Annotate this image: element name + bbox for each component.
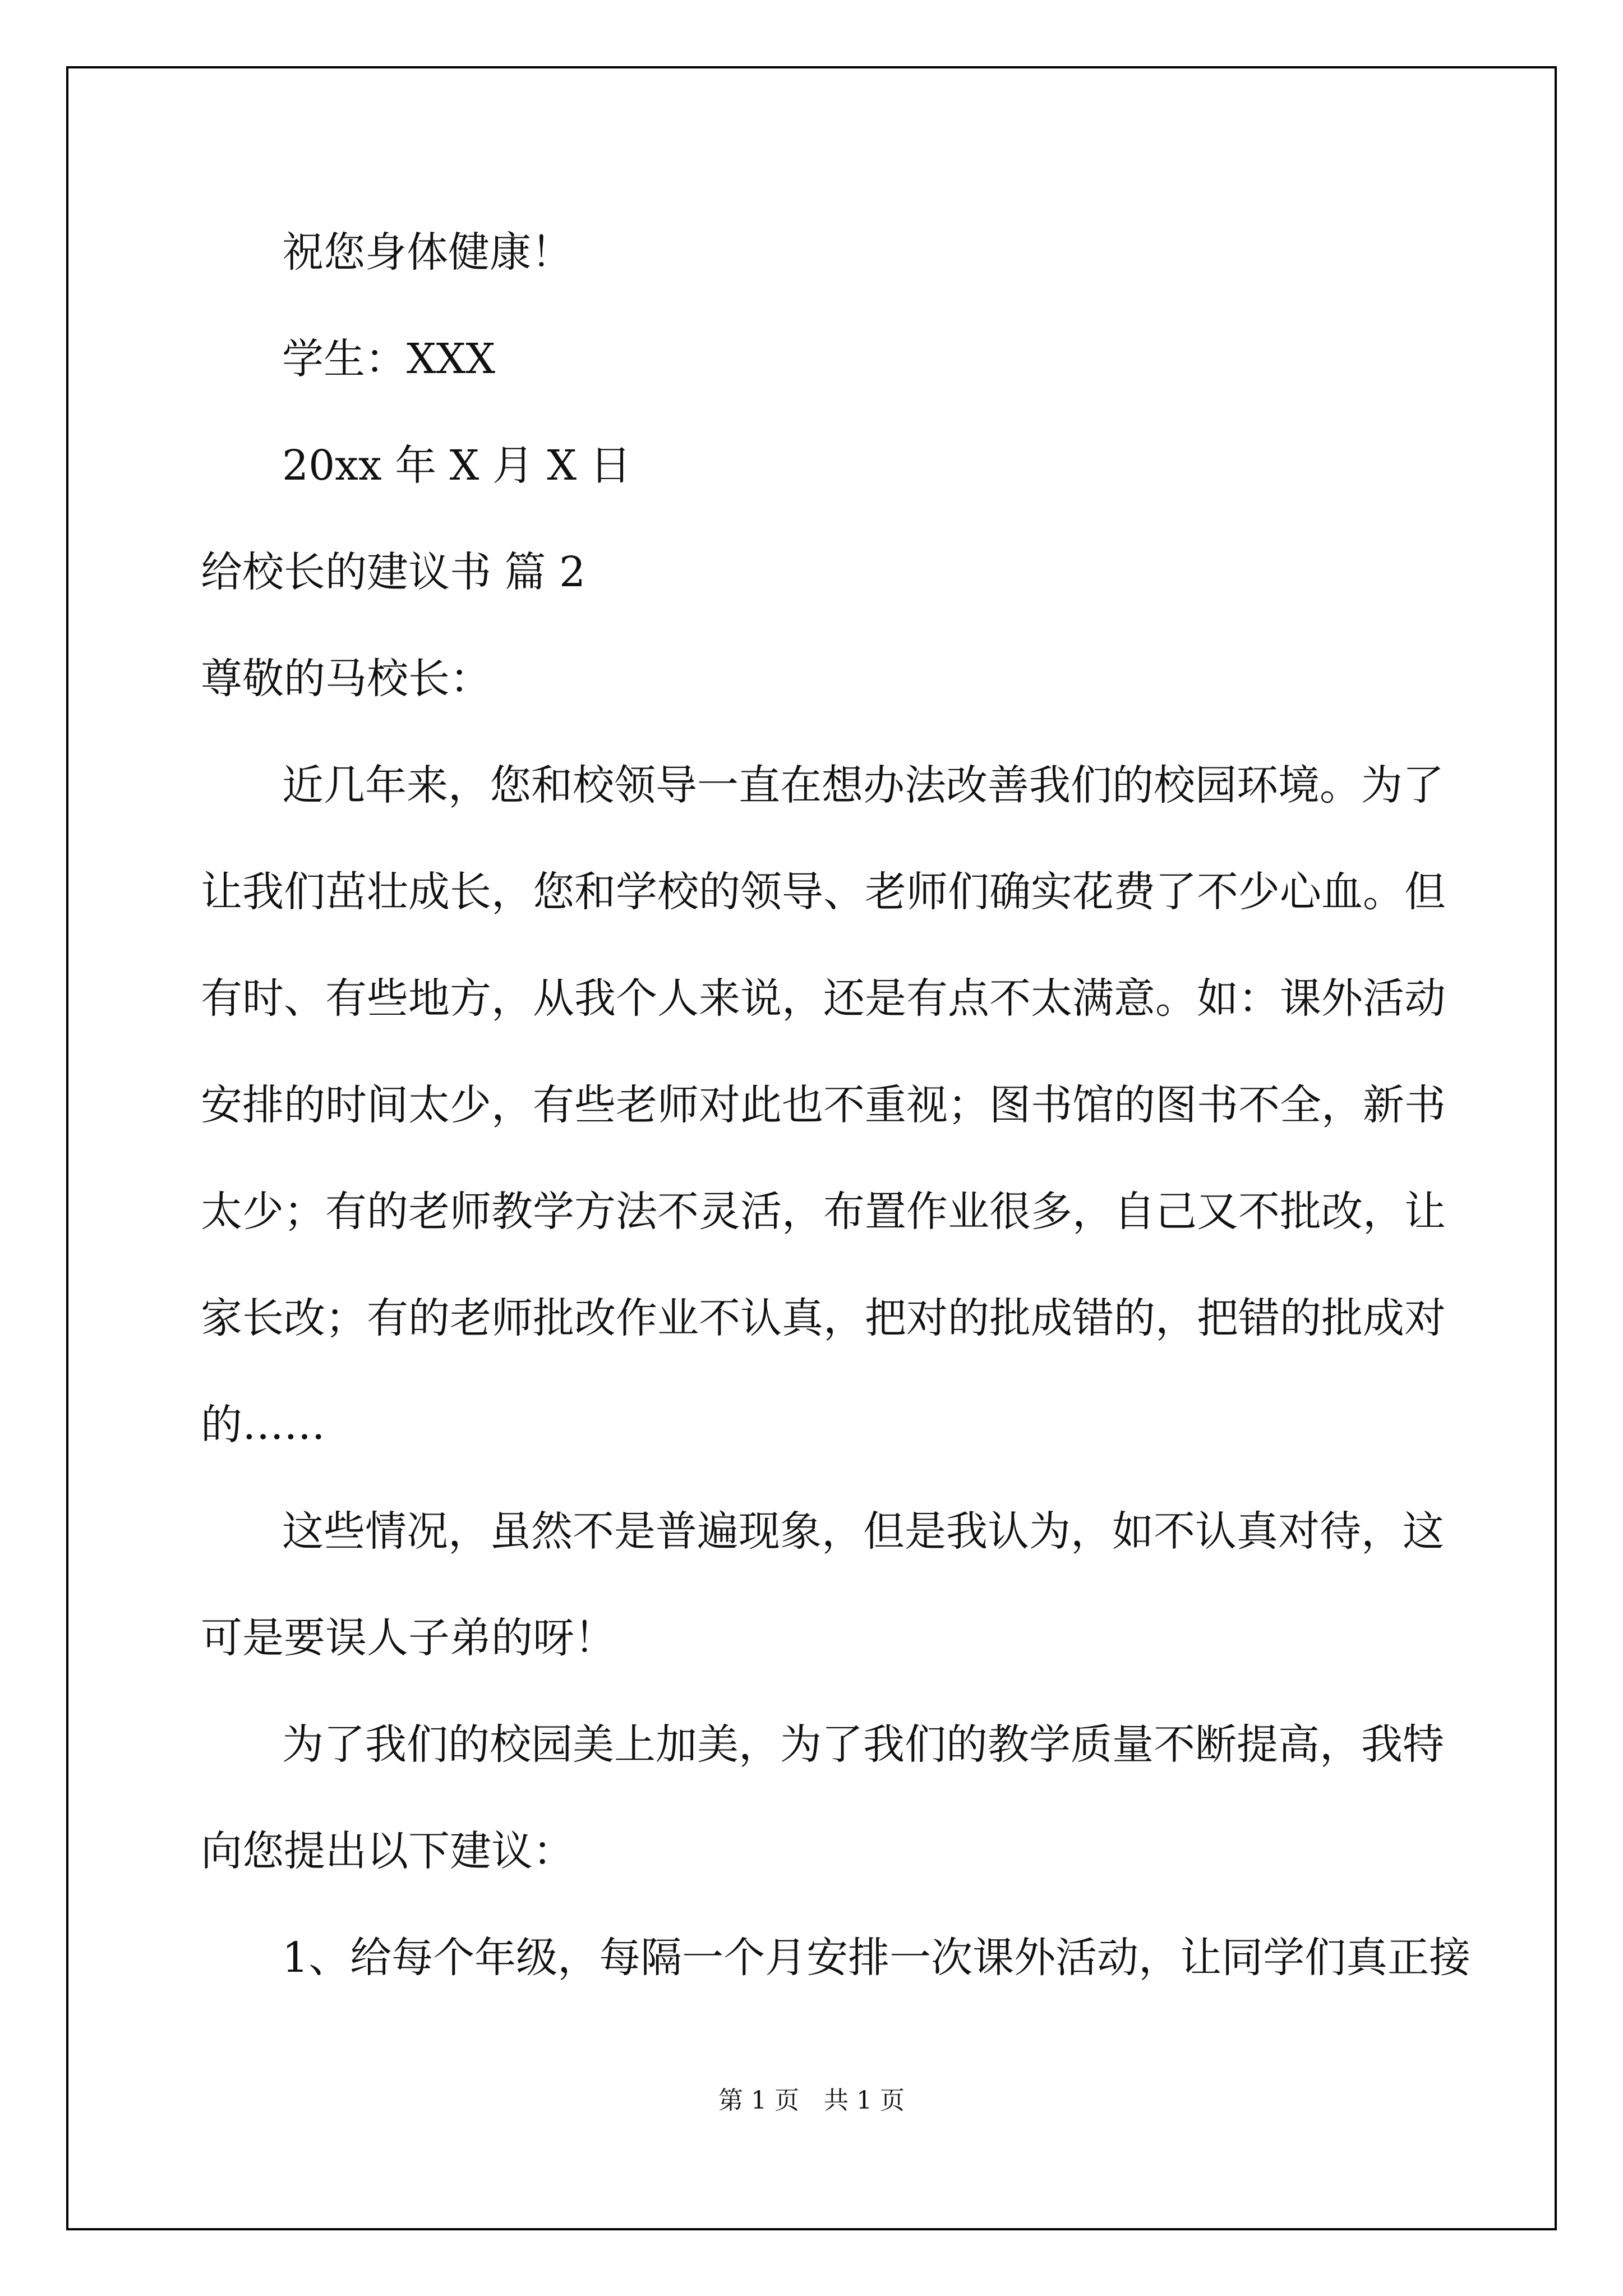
signature-student: 学生：XXX xyxy=(282,335,496,383)
paragraph-4-line-1: 1、给每个年级，每隔一个月安排一次课外活动，让同学们真正接 xyxy=(282,1934,1471,1982)
paragraph-1-line-4: 安排的时间太少，有些老师对此也不重视；图书馆的图书不全，新书 xyxy=(201,1081,1446,1129)
paragraph-1-line-1: 近几年来，您和校领导一直在想办法改善我们的校园环境。为了 xyxy=(282,761,1444,809)
paragraph-2-line-1: 这些情况，虽然不是普遍现象，但是我认为，如不认真对待，这 xyxy=(282,1507,1444,1556)
paragraph-1-line-2: 让我们茁壮成长，您和学校的领导、老师们确实花费了不少心血。但 xyxy=(201,868,1446,916)
page-border xyxy=(66,66,1557,2230)
paragraph-3-line-1: 为了我们的校园美上加美，为了我们的教学质量不断提高，我特 xyxy=(282,1720,1444,1769)
paragraph-3-line-2: 向您提出以下建议： xyxy=(201,1827,574,1875)
paragraph-1-line-3: 有时、有些地方，从我个人来说，还是有点不太满意。如：课外活动 xyxy=(201,974,1446,1023)
paragraph-2-line-2: 可是要误人子弟的呀！ xyxy=(201,1614,616,1662)
page-footer: 第 1 页 共 1 页 xyxy=(718,2086,905,2115)
signature-date: 20xx 年 X 月 X 日 xyxy=(282,441,631,490)
paragraph-1-line-6: 家长改；有的老师批改作业不认真，把对的批成错的，把错的批成对 xyxy=(201,1294,1446,1342)
paragraph-1-line-5: 太少；有的老师教学方法不灵活，布置作业很多，自己又不批改，让 xyxy=(201,1188,1446,1236)
salutation: 尊敬的马校长： xyxy=(201,655,491,703)
section-heading: 给校长的建议书 篇 2 xyxy=(201,548,586,596)
closing-wish: 祝您身体健康！ xyxy=(282,228,573,277)
paragraph-1-line-7: 的…… xyxy=(201,1401,325,1449)
